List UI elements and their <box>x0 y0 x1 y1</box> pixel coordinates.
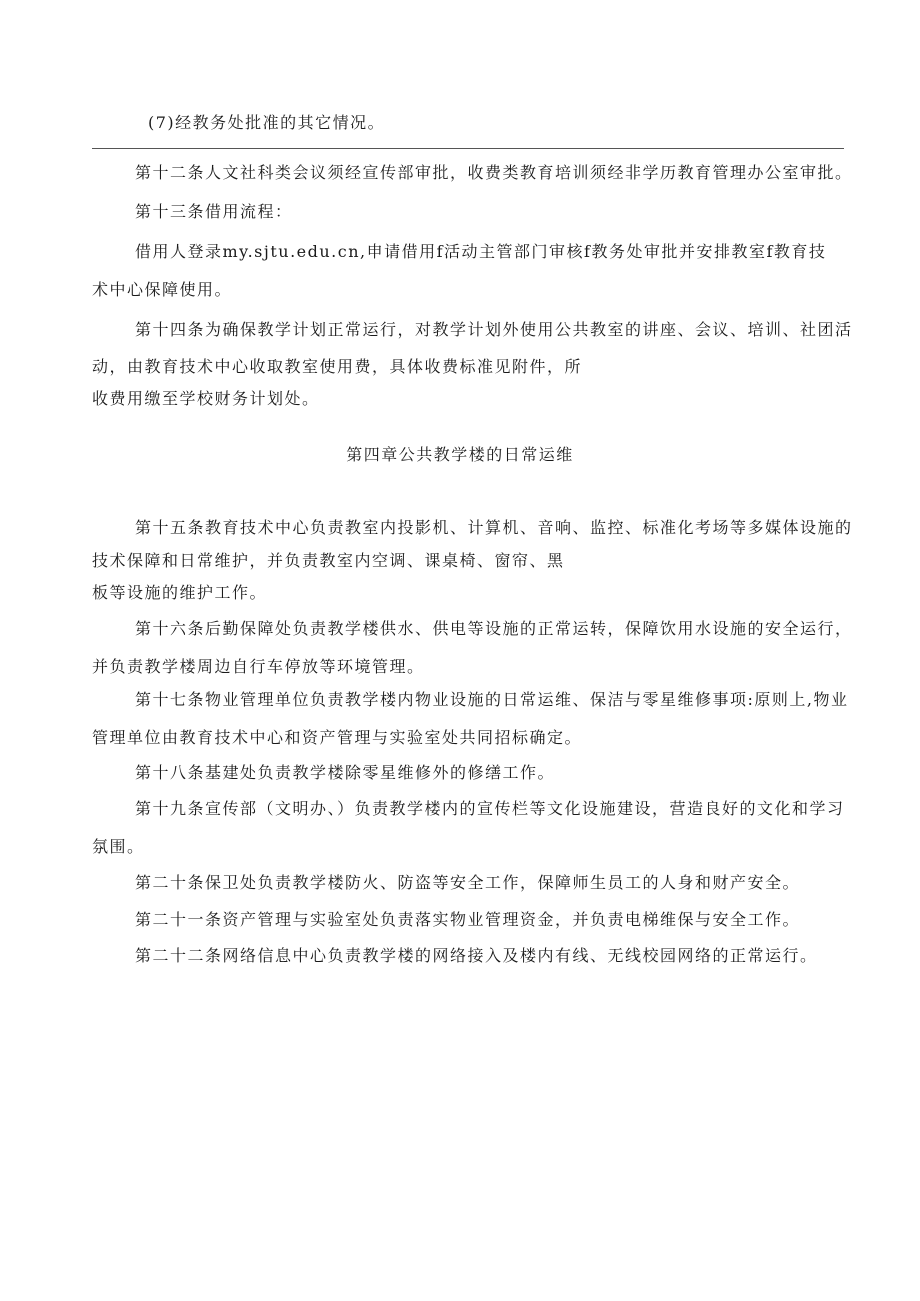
article-16-line-2: 并负责教学楼周边自行车停放等环境管理。 <box>92 657 425 676</box>
article-19-line-1: 第十九条宣传部（文明办、）负责教学楼内的宣传栏等文化设施建设，营造良好的文化和学习 <box>135 799 845 818</box>
article-16-line-1: 第十六条后勤保障处负责教学楼供水、供电等设施的正常运转，保障饮用水设施的安全运行， <box>135 619 853 638</box>
article-17-line-2: 管理单位由教育技术中心和资产管理与实验室处共同招标确定。 <box>92 728 583 747</box>
article-14-line-2: 动，由教育技术中心收取教室使用费，具体收费标准见附件，所 <box>92 357 583 376</box>
article-15-line-1: 第十五条教育技术中心负责教室内投影机、计算机、音响、监控、标准化考场等多媒体设施的 <box>135 518 853 537</box>
article-14-line-3: 收费用缴至学校财务计划处。 <box>92 389 320 408</box>
article-21: 第二十一条资产管理与实验室处负责落实物业管理资金，并负责电梯维保与安全工作。 <box>135 910 801 929</box>
article-13: 第十三条借用流程： <box>135 202 293 221</box>
list-item-7: (7)经教务处批准的其它情况。 <box>148 113 386 132</box>
article-15-line-2: 技术保障和日常维护，并负责教室内空调、课桌椅、窗帘、黑 <box>92 551 565 570</box>
article-13-flow-line-2: 术中心保障使用。 <box>92 280 233 299</box>
article-18: 第十八条基建处负责教学楼除零星维修外的修缮工作。 <box>135 763 556 782</box>
article-22: 第二十二条网络信息中心负责教学楼的网络接入及楼内有线、无线校园网络的正常运行。 <box>135 946 818 965</box>
article-20: 第二十条保卫处负责教学楼防火、防盗等安全工作，保障师生员工的人身和财产安全。 <box>135 873 801 892</box>
article-13-flow-line-1: 借用人登录my.sjtu.edu.cn,申请借用f活动主管部门审核f教务处审批并安排教室f教育技 <box>135 242 827 261</box>
horizontal-divider <box>92 148 844 149</box>
article-17-line-1: 第十七条物业管理单位负责教学楼内物业设施的日常运维、保洁与零星维修事项:原则上,物业 <box>135 690 849 709</box>
article-14-line-1: 第十四条为确保教学计划正常运行，对教学计划外使用公共教室的讲座、会议、培训、社团活 <box>135 320 853 339</box>
chapter-4-heading: 第四章公共教学楼的日常运维 <box>346 445 574 464</box>
article-12: 第十二条人文社科类会议须经宣传部审批，收费类教育培训须经非学历教育管理办公室审批。 <box>135 163 853 182</box>
article-19-line-2: 氛围。 <box>92 837 145 856</box>
article-15-line-3: 板等设施的维护工作。 <box>92 583 268 602</box>
